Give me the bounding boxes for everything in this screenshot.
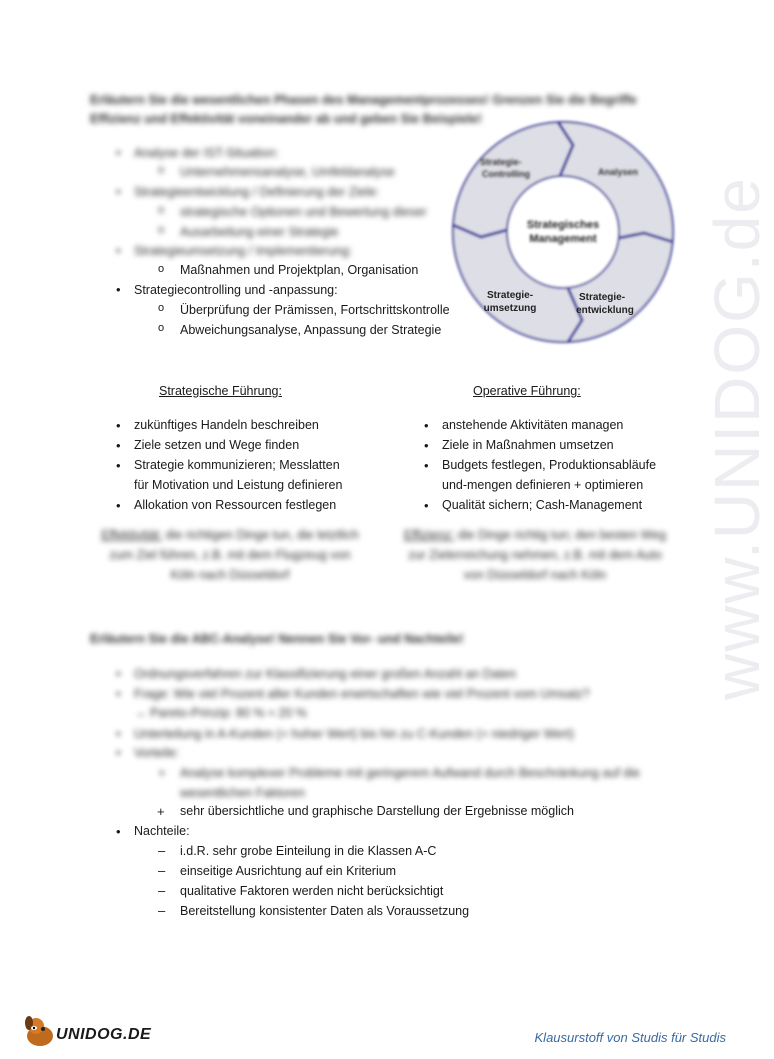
- bullet: •: [116, 145, 121, 160]
- bullet: •: [116, 498, 121, 513]
- list-item: zukünftiges Handeln beschreiben: [134, 418, 319, 432]
- bullet: o: [158, 224, 165, 236]
- list-item: Ziele setzen und Wege finden: [134, 438, 300, 452]
- bullet: •: [116, 458, 121, 473]
- diagram-segment-label: Analysen: [598, 167, 639, 177]
- list-item: Strategieumsetzung / Implementierung:: [134, 244, 353, 258]
- bullet: •: [116, 686, 121, 701]
- list-item: → Pareto-Prinzip: 80 % ≈ 20 %: [134, 706, 307, 720]
- diagram-segment-label: Controlling: [482, 169, 530, 179]
- note-term: Effektivität:: [101, 528, 163, 542]
- list-item: Ziele in Maßnahmen umsetzen: [442, 438, 614, 452]
- minus-marker: –: [158, 863, 166, 878]
- diagram-center-label: Management: [529, 233, 597, 245]
- bullet: •: [116, 824, 121, 839]
- operative-title: Operative Führung:: [473, 384, 581, 398]
- bullet: •: [116, 243, 121, 258]
- list-item: Analyse der IST-Situation:: [134, 146, 279, 160]
- list-item: Unterteilung in A-Kunden (= hoher Wert) bis hin zu C-Kunden (= niedriger Wert): [134, 727, 575, 741]
- bullet: •: [116, 418, 121, 433]
- footer-tagline: Klausurstoff von Studis für Studis: [534, 1030, 726, 1045]
- list-item: Abweichungsanalyse, Anpassung der Strategie: [180, 323, 442, 337]
- footer-logo: UNIDOG.DE: [56, 1026, 152, 1043]
- bullet: o: [158, 164, 165, 176]
- plus-marker: +: [157, 804, 165, 819]
- list-item: Bereitstellung konsistenter Daten als Voraussetzung: [180, 904, 470, 918]
- diagram-segment-label: Strategie-: [578, 292, 626, 303]
- management-cycle-diagram: [448, 115, 678, 350]
- list-item: Budgets festlegen, Produktionsabläufe: [442, 458, 657, 472]
- bullet: o: [158, 204, 165, 216]
- list-item: i.d.R. sehr grobe Einteilung in die Klassen A-C: [180, 844, 437, 858]
- bullet: •: [116, 184, 121, 199]
- note-text: die Dinge richtig tun; den besten Weg zur Zielerreichung nehmen, z.B. mit dem Auto von Düsseldorf nach Köln: [408, 528, 667, 582]
- list-item: Strategie kommunizieren; Messlatten: [134, 458, 340, 472]
- bullet: •: [116, 745, 121, 760]
- bullet: o: [158, 322, 165, 334]
- list-item: Überprüfung der Prämissen, Fortschrittskontrolle: [180, 303, 450, 317]
- efficiency-note: [400, 525, 670, 585]
- bullet: •: [116, 726, 121, 741]
- bullet: o: [158, 302, 165, 314]
- question-1: Erläutern Sie die wesentlichen Phasen des Managementprozesses! Grenzen Sie die Begriffe Effizienz und Effektivität voneinander ab und geben Sie Beispiele!: [90, 93, 637, 126]
- bullet: o: [158, 263, 165, 275]
- minus-marker: –: [158, 843, 166, 858]
- list-item: Frage: Wie viel Prozent aller Kunden erwirtschaften wie viel Prozent vom Umsatz?: [134, 687, 590, 701]
- diagram-segment-label: entwicklung: [576, 305, 634, 316]
- list-item: Strategieentwicklung / Definierung der Ziele:: [134, 185, 380, 199]
- bullet: •: [424, 458, 429, 473]
- list-item: Vorteile:: [134, 746, 180, 760]
- bullet: •: [116, 438, 121, 453]
- diagram-center-label: Strategisches: [526, 219, 600, 231]
- strategic-title: Strategische Führung:: [159, 384, 282, 398]
- list-item: strategische Optionen und Bewertung dieser: [180, 205, 427, 219]
- bullet: •: [424, 418, 429, 433]
- bullet: •: [424, 438, 429, 453]
- dog-logo-icon: [22, 1014, 58, 1048]
- list-item: qualitative Faktoren werden nicht berücksichtigt: [180, 884, 444, 898]
- list-item: und-mengen definieren + optimieren: [442, 478, 644, 492]
- list-item: Strategiecontrolling und -anpassung:: [134, 283, 338, 297]
- plus-marker: +: [158, 765, 166, 780]
- list-item: Analyse komplexer Probleme mit geringerem Aufwand durch Beschränkung auf die wesentlichen Faktoren: [180, 766, 640, 800]
- list-item: sehr übersichtliche und graphische Darstellung der Ergebnisse möglich: [180, 804, 574, 818]
- bullet: •: [116, 282, 121, 297]
- list-item: Nachteile:: [134, 824, 190, 838]
- effectiveness-note: [100, 525, 360, 585]
- list-item: Unternehmensanalyse, Umfeldanalyse: [180, 165, 395, 179]
- bullet: •: [116, 666, 121, 681]
- list-item: einseitige Ausrichtung auf ein Kriterium: [180, 864, 397, 878]
- list-item: Maßnahmen und Projektplan, Organisation: [180, 263, 419, 277]
- question-2: Erläutern Sie die ABC-Analyse! Nennen Sie Vor- und Nachteile!: [90, 632, 464, 646]
- note-term: Effizienz:: [403, 528, 455, 542]
- list-item: für Motivation und Leistung definieren: [134, 478, 343, 492]
- list-item: anstehende Aktivitäten managen: [442, 418, 624, 432]
- note-text: die richtigen Dinge tun, die letztlich zum Ziel führen, z.B. mit dem Flugzeug von Köln nach Düsseldorf: [109, 528, 359, 582]
- list-item: Ordnungsverfahren zur Klassifizierung einer großen Anzahl an Daten: [134, 667, 517, 681]
- diagram-segment-label: Strategie-: [486, 290, 534, 301]
- diagram-segment-label: umsetzung: [483, 303, 537, 314]
- watermark: www.UNIDOG.de: [701, 176, 773, 700]
- list-item: Qualität sichern; Cash-Management: [442, 498, 643, 512]
- bullet: •: [424, 498, 429, 513]
- minus-marker: –: [158, 903, 166, 918]
- diagram-segment-label: Strategie-: [480, 157, 522, 167]
- list-item: Ausarbeitung einer Strategie: [180, 225, 339, 239]
- minus-marker: –: [158, 883, 166, 898]
- list-item: Allokation von Ressourcen festlegen: [134, 498, 337, 512]
